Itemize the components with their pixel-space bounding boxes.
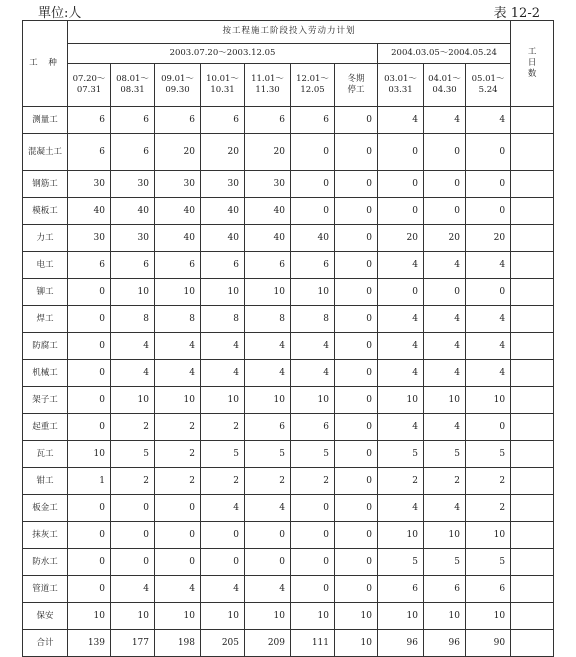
value-cell: 10 <box>291 603 335 630</box>
value-cell: 10 <box>201 387 245 414</box>
value-cell: 2 <box>155 414 201 441</box>
value-cell: 10 <box>424 603 466 630</box>
value-cell: 0 <box>201 549 245 576</box>
trade-name: 测量工 <box>23 107 68 134</box>
value-cell: 8 <box>201 306 245 333</box>
value-cell: 0 <box>378 134 424 171</box>
value-cell: 4 <box>201 576 245 603</box>
value-cell: 0 <box>335 414 378 441</box>
period-2004: 2004.03.05～2004.05.24 <box>378 44 511 64</box>
value-cell: 5 <box>424 549 466 576</box>
value-cell: 5 <box>466 549 511 576</box>
value-cell: 30 <box>68 171 111 198</box>
value-cell: 1 <box>68 468 111 495</box>
value-cell: 0 <box>291 171 335 198</box>
value-cell: 0 <box>335 360 378 387</box>
workdays-cell <box>511 171 554 198</box>
workdays-cell <box>511 414 554 441</box>
period-2003: 2003.07.20～2003.12.05 <box>68 44 378 64</box>
value-cell: 4 <box>245 333 291 360</box>
value-cell: 0 <box>335 252 378 279</box>
value-cell: 10 <box>335 603 378 630</box>
month-header: 08.01～ 08.31 <box>111 64 155 107</box>
value-cell: 20 <box>245 134 291 171</box>
value-cell: 40 <box>68 198 111 225</box>
trade-name: 钢筋工 <box>23 171 68 198</box>
value-cell: 0 <box>335 522 378 549</box>
value-cell: 10 <box>291 279 335 306</box>
value-cell: 0 <box>68 279 111 306</box>
value-cell: 0 <box>68 306 111 333</box>
value-cell: 10 <box>466 603 511 630</box>
table-row <box>23 414 554 441</box>
value-cell: 0 <box>291 522 335 549</box>
value-cell: 0 <box>68 495 111 522</box>
value-cell: 4 <box>201 333 245 360</box>
table-row <box>23 360 554 387</box>
table-row <box>23 549 554 576</box>
value-cell: 2 <box>466 495 511 522</box>
value-cell: 0 <box>335 171 378 198</box>
value-cell: 0 <box>335 468 378 495</box>
value-cell: 10 <box>378 522 424 549</box>
trade-name: 保安 <box>23 603 68 630</box>
value-cell: 5 <box>424 441 466 468</box>
value-cell: 6 <box>201 107 245 134</box>
value-cell: 4 <box>378 252 424 279</box>
table-row <box>23 495 554 522</box>
month-header: 07.20～ 07.31 <box>68 64 111 107</box>
value-cell: 0 <box>335 387 378 414</box>
value-cell: 2 <box>155 441 201 468</box>
value-cell: 20 <box>466 225 511 252</box>
value-cell: 6 <box>111 134 155 171</box>
value-cell: 0 <box>68 522 111 549</box>
value-cell: 0 <box>201 522 245 549</box>
value-cell: 4 <box>245 576 291 603</box>
value-cell: 6 <box>245 414 291 441</box>
workdays-cell <box>511 387 554 414</box>
value-cell: 6 <box>466 576 511 603</box>
value-cell: 40 <box>245 198 291 225</box>
value-cell: 10 <box>111 279 155 306</box>
value-cell: 0 <box>424 134 466 171</box>
workdays-cell <box>511 495 554 522</box>
value-cell: 6 <box>68 134 111 171</box>
value-cell: 0 <box>68 333 111 360</box>
value-cell: 0 <box>335 576 378 603</box>
value-cell: 6 <box>291 414 335 441</box>
value-cell: 0 <box>155 495 201 522</box>
value-cell: 0 <box>335 198 378 225</box>
value-cell: 0 <box>466 279 511 306</box>
month-header: 冬期 停工 <box>335 64 378 107</box>
value-cell: 0 <box>424 171 466 198</box>
workdays-cell <box>511 549 554 576</box>
value-cell: 2 <box>466 468 511 495</box>
value-cell: 6 <box>111 107 155 134</box>
value-cell: 20 <box>378 225 424 252</box>
value-cell: 4 <box>466 306 511 333</box>
trade-name: 板金工 <box>23 495 68 522</box>
value-cell: 5 <box>378 441 424 468</box>
value-cell: 209 <box>245 630 291 657</box>
workdays-header: 工 日 数 <box>511 21 554 107</box>
value-cell: 4 <box>466 360 511 387</box>
value-cell: 10 <box>335 630 378 657</box>
value-cell: 177 <box>111 630 155 657</box>
value-cell: 5 <box>291 441 335 468</box>
value-cell: 0 <box>68 414 111 441</box>
trade-name: 铆工 <box>23 279 68 306</box>
value-cell: 6 <box>291 107 335 134</box>
table-row <box>23 252 554 279</box>
value-cell: 0 <box>111 495 155 522</box>
value-cell: 0 <box>335 333 378 360</box>
month-header: 10.01～ 10.31 <box>201 64 245 107</box>
value-cell: 6 <box>245 107 291 134</box>
value-cell: 6 <box>291 252 335 279</box>
value-cell: 6 <box>68 252 111 279</box>
value-cell: 10 <box>245 387 291 414</box>
value-cell: 0 <box>335 495 378 522</box>
trade-name: 抹灰工 <box>23 522 68 549</box>
table-row <box>23 171 554 198</box>
value-cell: 6 <box>68 107 111 134</box>
value-cell: 4 <box>245 360 291 387</box>
value-cell: 0 <box>111 549 155 576</box>
value-cell: 0 <box>335 441 378 468</box>
trade-name: 钳工 <box>23 468 68 495</box>
trade-name: 架子工 <box>23 387 68 414</box>
unit-caption: 單位:人 <box>38 6 82 21</box>
month-header: 12.01～ 12.05 <box>291 64 335 107</box>
value-cell: 5 <box>111 441 155 468</box>
value-cell: 2 <box>291 468 335 495</box>
value-cell: 10 <box>155 387 201 414</box>
value-cell: 40 <box>155 225 201 252</box>
plan-title: 按工程施工阶段投入劳动力计划 <box>68 21 511 44</box>
month-header: 09.01～ 09.30 <box>155 64 201 107</box>
value-cell: 4 <box>466 107 511 134</box>
workdays-cell <box>511 107 554 134</box>
trade-name: 力工 <box>23 225 68 252</box>
value-cell: 2 <box>201 468 245 495</box>
value-cell: 0 <box>378 279 424 306</box>
value-cell: 2 <box>111 468 155 495</box>
value-cell: 4 <box>111 333 155 360</box>
value-cell: 0 <box>335 549 378 576</box>
workdays-cell <box>511 630 554 657</box>
value-cell: 10 <box>291 387 335 414</box>
table-row <box>23 225 554 252</box>
value-cell: 8 <box>291 306 335 333</box>
workdays-cell <box>511 576 554 603</box>
value-cell: 0 <box>424 198 466 225</box>
table-row <box>23 468 554 495</box>
trade-name: 管道工 <box>23 576 68 603</box>
table-row <box>23 198 554 225</box>
value-cell: 10 <box>424 522 466 549</box>
value-cell: 0 <box>68 360 111 387</box>
trade-name: 起重工 <box>23 414 68 441</box>
workdays-cell <box>511 468 554 495</box>
value-cell: 4 <box>378 495 424 522</box>
value-cell: 4 <box>424 252 466 279</box>
value-cell: 4 <box>201 495 245 522</box>
value-cell: 6 <box>245 252 291 279</box>
table-row <box>23 107 554 134</box>
value-cell: 6 <box>201 252 245 279</box>
value-cell: 10 <box>155 279 201 306</box>
table-row <box>23 306 554 333</box>
value-cell: 8 <box>155 306 201 333</box>
value-cell: 0 <box>68 387 111 414</box>
value-cell: 0 <box>466 171 511 198</box>
value-cell: 4 <box>424 306 466 333</box>
trade-name: 机械工 <box>23 360 68 387</box>
value-cell: 205 <box>201 630 245 657</box>
month-header: 03.01～ 03.31 <box>378 64 424 107</box>
value-cell: 96 <box>424 630 466 657</box>
table-number: 表 12-2 <box>493 6 540 21</box>
value-cell: 5 <box>245 441 291 468</box>
value-cell: 40 <box>201 225 245 252</box>
value-cell: 4 <box>378 333 424 360</box>
value-cell: 0 <box>155 522 201 549</box>
value-cell: 30 <box>68 225 111 252</box>
workdays-cell <box>511 198 554 225</box>
table-row <box>23 279 554 306</box>
trade-name: 防水工 <box>23 549 68 576</box>
trade-name: 混凝土工 <box>23 134 68 171</box>
workdays-cell <box>511 333 554 360</box>
trade-name: 瓦工 <box>23 441 68 468</box>
value-cell: 30 <box>111 225 155 252</box>
trade-name: 电工 <box>23 252 68 279</box>
value-cell: 0 <box>378 198 424 225</box>
value-cell: 40 <box>201 198 245 225</box>
value-cell: 111 <box>291 630 335 657</box>
month-header: 11.01～ 11.30 <box>245 64 291 107</box>
value-cell: 0 <box>68 549 111 576</box>
value-cell: 4 <box>155 576 201 603</box>
workdays-cell <box>511 441 554 468</box>
value-cell: 10 <box>155 603 201 630</box>
value-cell: 90 <box>466 630 511 657</box>
value-cell: 10 <box>466 387 511 414</box>
value-cell: 0 <box>466 134 511 171</box>
value-cell: 10 <box>201 279 245 306</box>
value-cell: 10 <box>111 387 155 414</box>
value-cell: 6 <box>155 107 201 134</box>
value-cell: 0 <box>155 549 201 576</box>
value-cell: 4 <box>424 360 466 387</box>
trade-name: 焊工 <box>23 306 68 333</box>
value-cell: 4 <box>378 360 424 387</box>
value-cell: 0 <box>424 279 466 306</box>
value-cell: 10 <box>68 441 111 468</box>
trade-header: 工 种 <box>23 21 68 107</box>
trade-name: 防腐工 <box>23 333 68 360</box>
value-cell: 4 <box>201 360 245 387</box>
value-cell: 0 <box>335 306 378 333</box>
value-cell: 4 <box>155 333 201 360</box>
value-cell: 10 <box>68 603 111 630</box>
value-cell: 4 <box>378 306 424 333</box>
value-cell: 20 <box>201 134 245 171</box>
value-cell: 2 <box>378 468 424 495</box>
value-cell: 0 <box>466 414 511 441</box>
value-cell: 30 <box>111 171 155 198</box>
value-cell: 0 <box>335 279 378 306</box>
table-row <box>23 441 554 468</box>
value-cell: 10 <box>245 279 291 306</box>
value-cell: 4 <box>155 360 201 387</box>
value-cell: 4 <box>424 107 466 134</box>
labor-plan-table <box>22 20 554 657</box>
value-cell: 198 <box>155 630 201 657</box>
value-cell: 10 <box>201 603 245 630</box>
value-cell: 4 <box>111 576 155 603</box>
value-cell: 4 <box>424 495 466 522</box>
workdays-cell <box>511 360 554 387</box>
value-cell: 2 <box>201 414 245 441</box>
value-cell: 4 <box>424 333 466 360</box>
value-cell: 5 <box>201 441 245 468</box>
trade-name: 合计 <box>23 630 68 657</box>
value-cell: 0 <box>291 198 335 225</box>
workdays-cell <box>511 306 554 333</box>
value-cell: 0 <box>245 549 291 576</box>
value-cell: 139 <box>68 630 111 657</box>
table-row <box>23 576 554 603</box>
value-cell: 0 <box>245 522 291 549</box>
value-cell: 20 <box>424 225 466 252</box>
value-cell: 10 <box>111 603 155 630</box>
value-cell: 4 <box>245 495 291 522</box>
table-row <box>23 630 554 657</box>
month-header: 05.01～ 5.24 <box>466 64 511 107</box>
table-row <box>23 333 554 360</box>
value-cell: 10 <box>466 522 511 549</box>
value-cell: 6 <box>378 576 424 603</box>
value-cell: 4 <box>466 252 511 279</box>
table-row <box>23 603 554 630</box>
value-cell: 40 <box>111 198 155 225</box>
value-cell: 8 <box>245 306 291 333</box>
value-cell: 0 <box>335 225 378 252</box>
trade-name: 模板工 <box>23 198 68 225</box>
value-cell: 40 <box>291 225 335 252</box>
value-cell: 0 <box>291 576 335 603</box>
value-cell: 96 <box>378 630 424 657</box>
workdays-cell <box>511 252 554 279</box>
table-row <box>23 134 554 171</box>
value-cell: 10 <box>378 387 424 414</box>
value-cell: 0 <box>291 549 335 576</box>
value-cell: 20 <box>155 134 201 171</box>
value-cell: 0 <box>68 576 111 603</box>
value-cell: 10 <box>245 603 291 630</box>
value-cell: 0 <box>111 522 155 549</box>
value-cell: 10 <box>378 603 424 630</box>
value-cell: 6 <box>155 252 201 279</box>
value-cell: 0 <box>378 171 424 198</box>
workdays-cell <box>511 522 554 549</box>
value-cell: 4 <box>378 414 424 441</box>
workdays-cell <box>511 279 554 306</box>
value-cell: 4 <box>291 333 335 360</box>
value-cell: 40 <box>245 225 291 252</box>
value-cell: 40 <box>155 198 201 225</box>
month-header: 04.01～ 04.30 <box>424 64 466 107</box>
value-cell: 30 <box>201 171 245 198</box>
workdays-cell <box>511 134 554 171</box>
value-cell: 2 <box>155 468 201 495</box>
table-row <box>23 522 554 549</box>
value-cell: 4 <box>466 333 511 360</box>
value-cell: 2 <box>111 414 155 441</box>
table-row <box>23 387 554 414</box>
value-cell: 0 <box>291 495 335 522</box>
value-cell: 2 <box>424 468 466 495</box>
value-cell: 30 <box>155 171 201 198</box>
value-cell: 2 <box>245 468 291 495</box>
value-cell: 0 <box>466 198 511 225</box>
value-cell: 5 <box>378 549 424 576</box>
value-cell: 0 <box>335 107 378 134</box>
value-cell: 30 <box>245 171 291 198</box>
value-cell: 0 <box>291 134 335 171</box>
workdays-cell <box>511 225 554 252</box>
value-cell: 6 <box>424 576 466 603</box>
value-cell: 8 <box>111 306 155 333</box>
value-cell: 4 <box>424 414 466 441</box>
value-cell: 4 <box>111 360 155 387</box>
value-cell: 4 <box>378 107 424 134</box>
value-cell: 4 <box>291 360 335 387</box>
value-cell: 10 <box>424 387 466 414</box>
value-cell: 6 <box>111 252 155 279</box>
value-cell: 5 <box>466 441 511 468</box>
value-cell: 0 <box>335 134 378 171</box>
workdays-cell <box>511 603 554 630</box>
